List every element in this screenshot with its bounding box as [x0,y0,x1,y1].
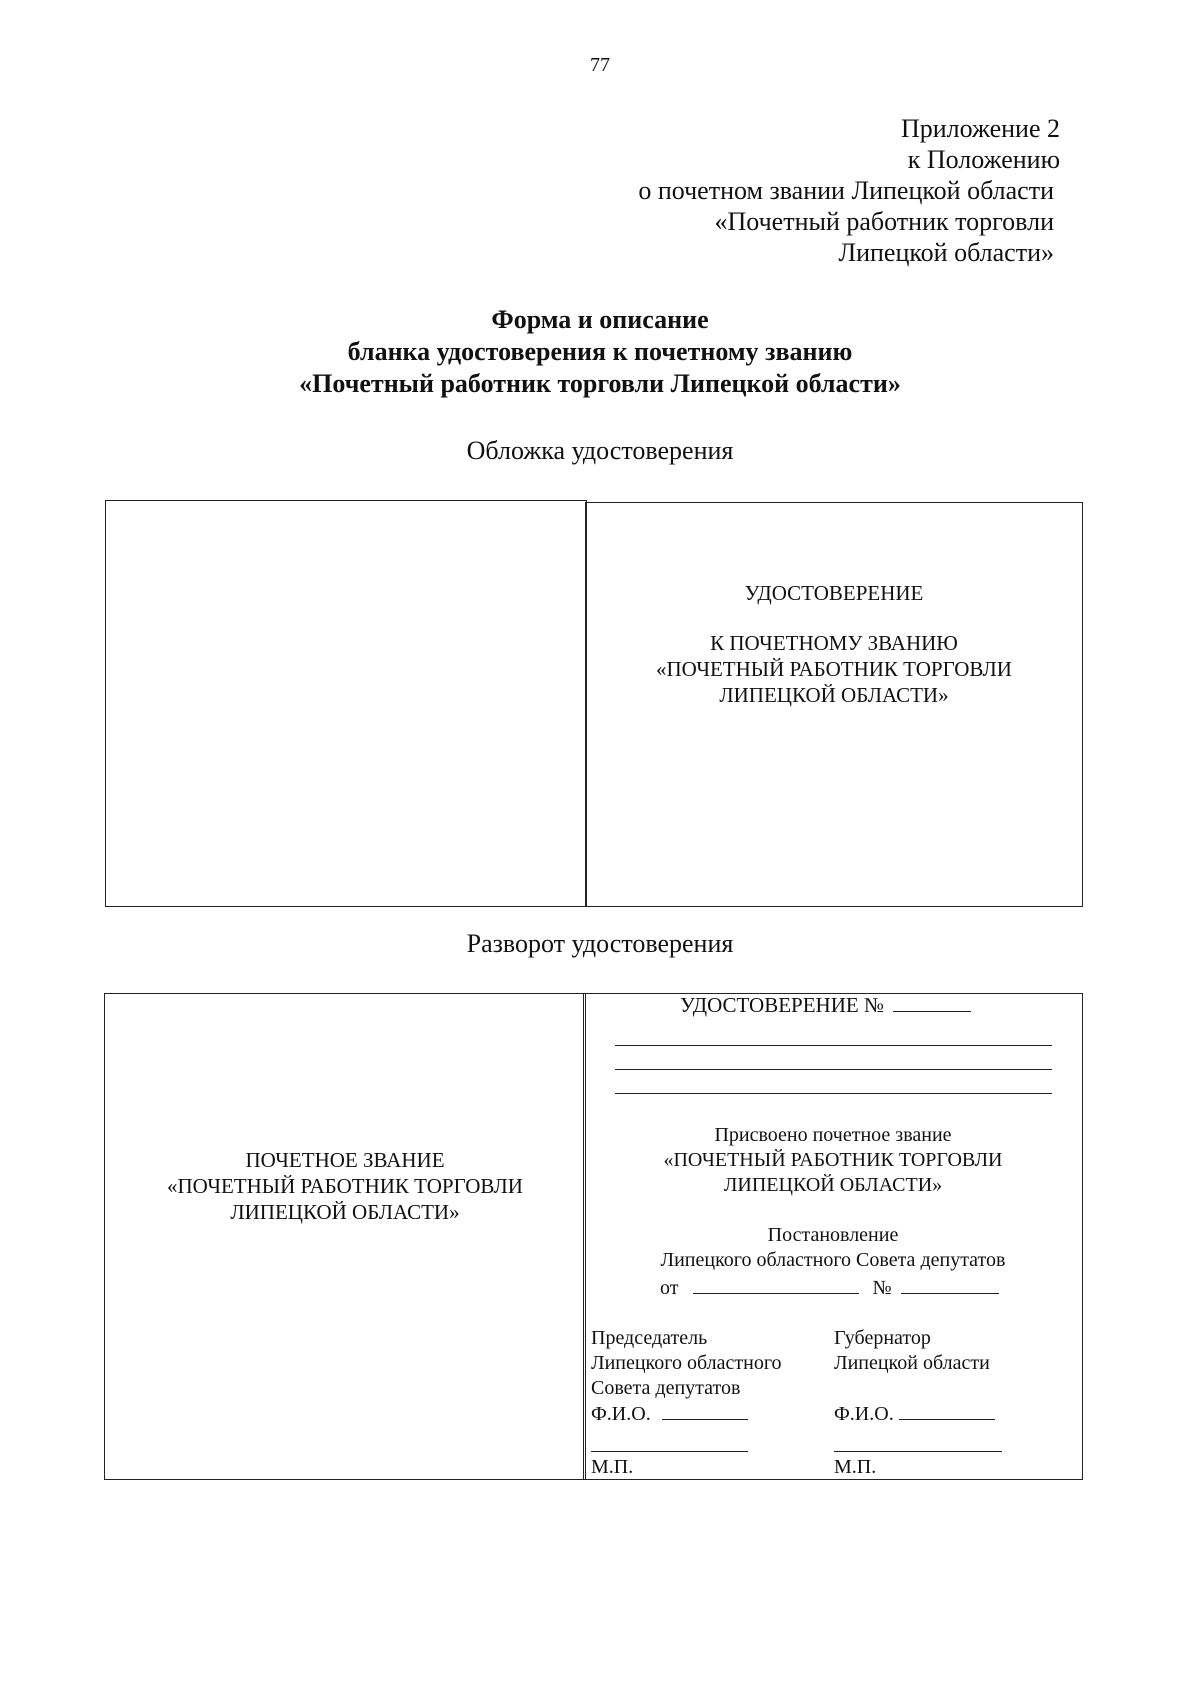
blank-line [615,1069,1052,1070]
number-sign: № [872,1277,892,1299]
cover-text-line: ЛИПЕЦКОЙ ОБЛАСТИ» [719,683,949,707]
date-blank [693,1275,859,1294]
decree-date-row [660,1275,999,1300]
spread-heading: Разворот удостоверения [466,929,734,958]
title-line: Форма и описание [491,305,709,334]
certificate-number-row [680,993,971,1018]
chairman-line: Липецкого областного [591,1352,782,1374]
appendix-line: о почетном звании Липецкой области [638,176,1054,205]
appendix-line: к Положению [907,145,1060,174]
title-line: бланка удостоверения к почетному званию [347,337,853,366]
decree-line: Постановление [767,1224,899,1246]
cover-certificate-title: УДОСТОВЕРЕНИЕ [744,581,924,605]
certificate-number-label: УДОСТОВЕРЕНИЕ № [680,993,885,1017]
blank-line [615,1093,1052,1094]
appendix-line: Липецкой области» [838,238,1054,267]
spread-left-line: ЛИПЕЦКОЙ ОБЛАСТИ» [230,1200,460,1224]
title-line: «Почетный работник торговли Липецкой области» [299,369,901,398]
governor-fio-blank [899,1401,995,1420]
document-title [0,304,1200,400]
cover-certificate-text [585,630,1083,708]
spread-left-line: ПОЧЕТНОЕ ЗВАНИЕ [245,1148,445,1172]
chairman-fio-label: Ф.И.О. [591,1403,651,1425]
blank-line [615,1045,1052,1046]
cover-text-line: К ПОЧЕТНОМУ ЗВАНИЮ [710,631,958,655]
conferred-title-text [583,1123,1083,1198]
conferred-line: ЛИПЕЦКОЙ ОБЛАСТИ» [723,1174,943,1196]
conferred-line: Присвоено почетное звание [714,1124,952,1146]
spread-left-panel [104,993,586,1480]
conferred-line: «ПОЧЕТНЫЙ РАБОТНИК ТОРГОВЛИ [663,1149,1003,1171]
governor-signature-block [834,1326,995,1427]
governor-line: Липецкой области [834,1352,990,1374]
spread-left-line: «ПОЧЕТНЫЙ РАБОТНИК ТОРГОВЛИ [167,1174,523,1198]
governor-line: Губернатор [834,1327,931,1349]
governor-fio-row [834,1401,995,1427]
cover-left-panel [105,500,587,907]
certificate-number-blank [893,993,971,1012]
chairman-fio-row [591,1401,782,1427]
page-number: 77 [590,54,610,76]
spread-left-title [104,1147,586,1225]
governor-spacer [834,1376,995,1401]
governor-signature-line [834,1451,1002,1452]
chairman-line: Председатель [591,1327,708,1349]
decree-line: Липецкого областного Совета депутатов [660,1249,1006,1271]
appendix-header [638,113,1060,268]
chairman-line: Совета депутатов [591,1377,741,1399]
governor-fio-label: Ф.И.О. [834,1403,894,1425]
chairman-signature-line [591,1451,748,1452]
cover-heading: Обложка удостоверения [466,436,734,465]
decree-text [583,1223,1083,1273]
appendix-line: «Почетный работник торговли [714,207,1054,236]
date-from-label: от [660,1277,679,1299]
chairman-seal-label: М.П. [591,1456,634,1478]
cover-text-line: «ПОЧЕТНЫЙ РАБОТНИК ТОРГОВЛИ [656,657,1012,681]
chairman-fio-blank [662,1401,748,1420]
chairman-signature-block [591,1326,782,1427]
governor-seal-label: М.П. [834,1456,877,1478]
decree-number-blank [901,1275,999,1294]
appendix-line: Приложение 2 [900,114,1060,143]
